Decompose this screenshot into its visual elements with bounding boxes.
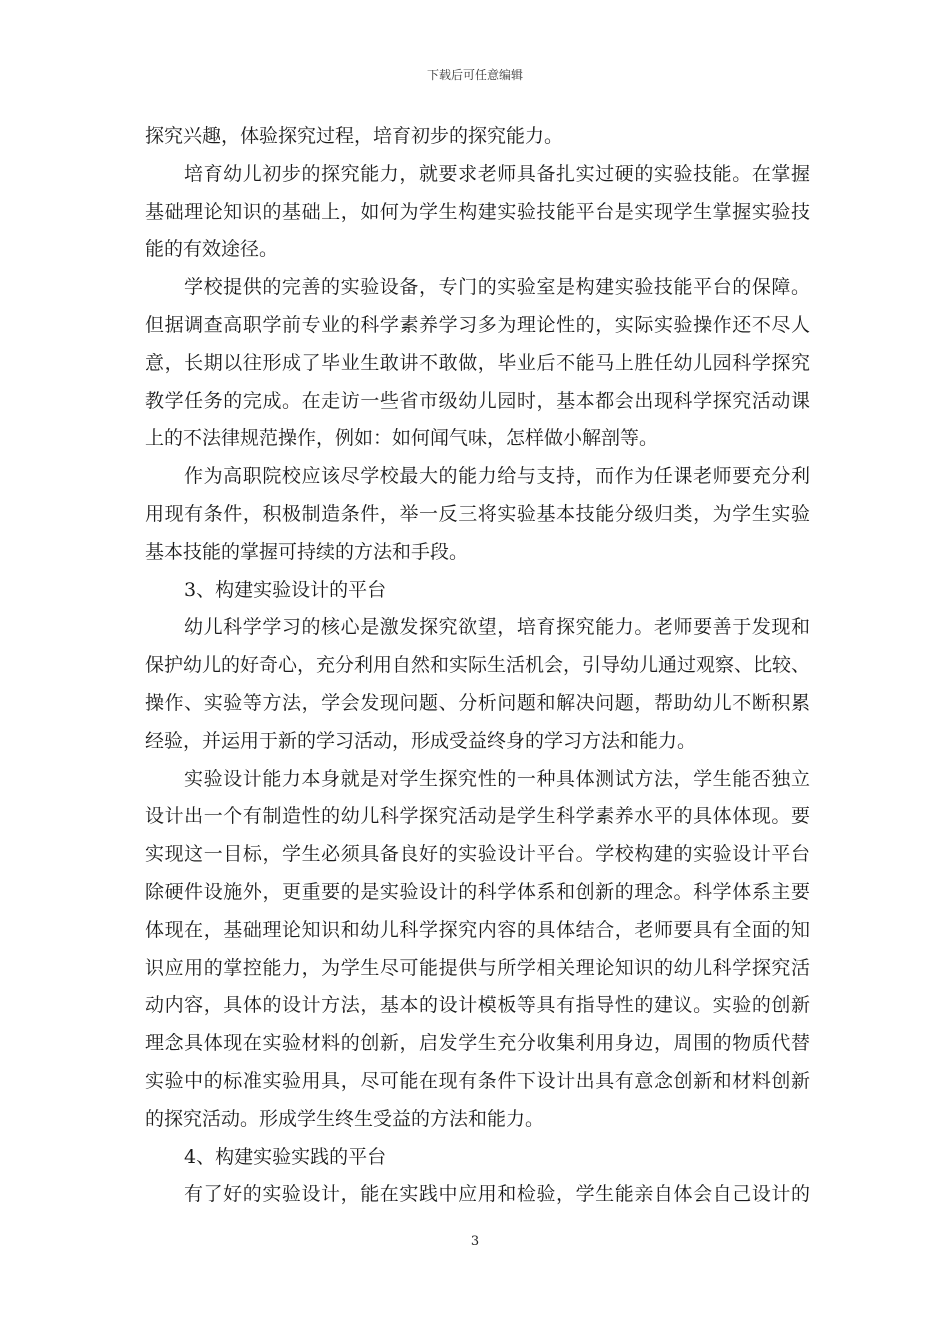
document-body [145,118,810,1214]
text-line: 保护幼儿的好奇心，充分利用自然和实际生活机会，引导幼儿通过观察、比较、 [145,654,811,677]
text-line: 有了好的实验设计，能在实践中应用和检验，学生能亲自体会自己设计的 [184,1183,810,1206]
text-line: 但据调查高职学前专业的科学素养学习多为理论性的，实际实验操作还不尽人 [145,313,810,336]
text-line: 上的不法律规范操作，例如：如何闻气味，怎样做小解剖等。 [145,427,659,450]
text-line: 体现在，基础理论知识和幼儿科学探究内容的具体结合，老师要具有全面的知 [145,918,810,941]
text-line: 的探究活动。形成学生终生受益的方法和能力。 [145,1107,545,1130]
text-line: 实现这一目标，学生必须具备良好的实验设计平台。学校构建的实验设计平台 [145,843,810,866]
text-line: 识应用的掌控能力，为学生尽可能提供与所学相关理论知识的幼儿科学探究活 [145,956,810,979]
body-text [145,118,810,1214]
text-line: 理念具体现在实验材料的创新，启发学生充分收集利用身边，周围的物质代替 [145,1032,810,1055]
text-line: 除硬件设施外，更重要的是实验设计的科学体系和创新的理念。科学体系主要 [145,880,810,903]
text-line: 4、构建实验实践的平台 [184,1145,387,1168]
page-header: 下载后可任意编辑 [426,68,523,82]
text-line: 经验，并运用于新的学习活动，形成受益终身的学习方法和能力。 [145,729,697,752]
text-line: 实验设计能力本身就是对学生探究性的一种具体测试方法，学生能否独立 [184,767,810,790]
text-line: 能的有效途径。 [145,238,279,261]
text-line: 培育幼儿初步的探究能力，就要求老师具备扎实过硬的实验技能。在掌握 [184,162,810,185]
page-number: 3 [470,1234,480,1249]
text-line: 意，长期以往形成了毕业生敢讲不敢做，毕业后不能马上胜任幼儿园科学探究 [145,351,810,374]
text-line: 探究兴趣，体验探究过程，培育初步的探究能力。 [145,125,564,147]
text-line: 作为高职院校应该尽学校最大的能力给与支持，而作为任课老师要充分利 [184,465,810,488]
text-line: 3、构建实验设计的平台 [184,578,387,601]
text-line: 操作、实验等方法，学会发现问题、分析问题和解决问题，帮助幼儿不断积累 [145,691,810,714]
text-line: 教学任务的完成。在走访一些省市级幼儿园时，基本都会出现科学探究活动课 [145,389,810,412]
text-line: 设计出一个有制造性的幼儿科学探究活动是学生科学素养水平的具体体现。要 [145,805,810,828]
text-line: 基础理论知识的基础上，如何为学生构建实验技能平台是实现学生掌握实验技 [145,200,810,223]
text-line: 用现有条件，积极制造条件，举一反三将实验基本技能分级归类，为学生实验 [145,502,810,525]
text-line: 基本技能的掌握可持续的方法和手段。 [145,540,469,563]
text-line: 幼儿科学学习的核心是激发探究欲望，培育探究能力。老师要善于发现和 [184,616,810,639]
text-line: 动内容，具体的设计方法，基本的设计模板等具有指导性的建议。实验的创新 [145,994,810,1017]
text-line: 实验中的标准实验用具，尽可能在现有条件下设计出具有意念创新和材料创新 [145,1069,810,1092]
text-line: 学校提供的完善的实验设备，专门的实验室是构建实验技能平台的保障。 [184,276,810,299]
